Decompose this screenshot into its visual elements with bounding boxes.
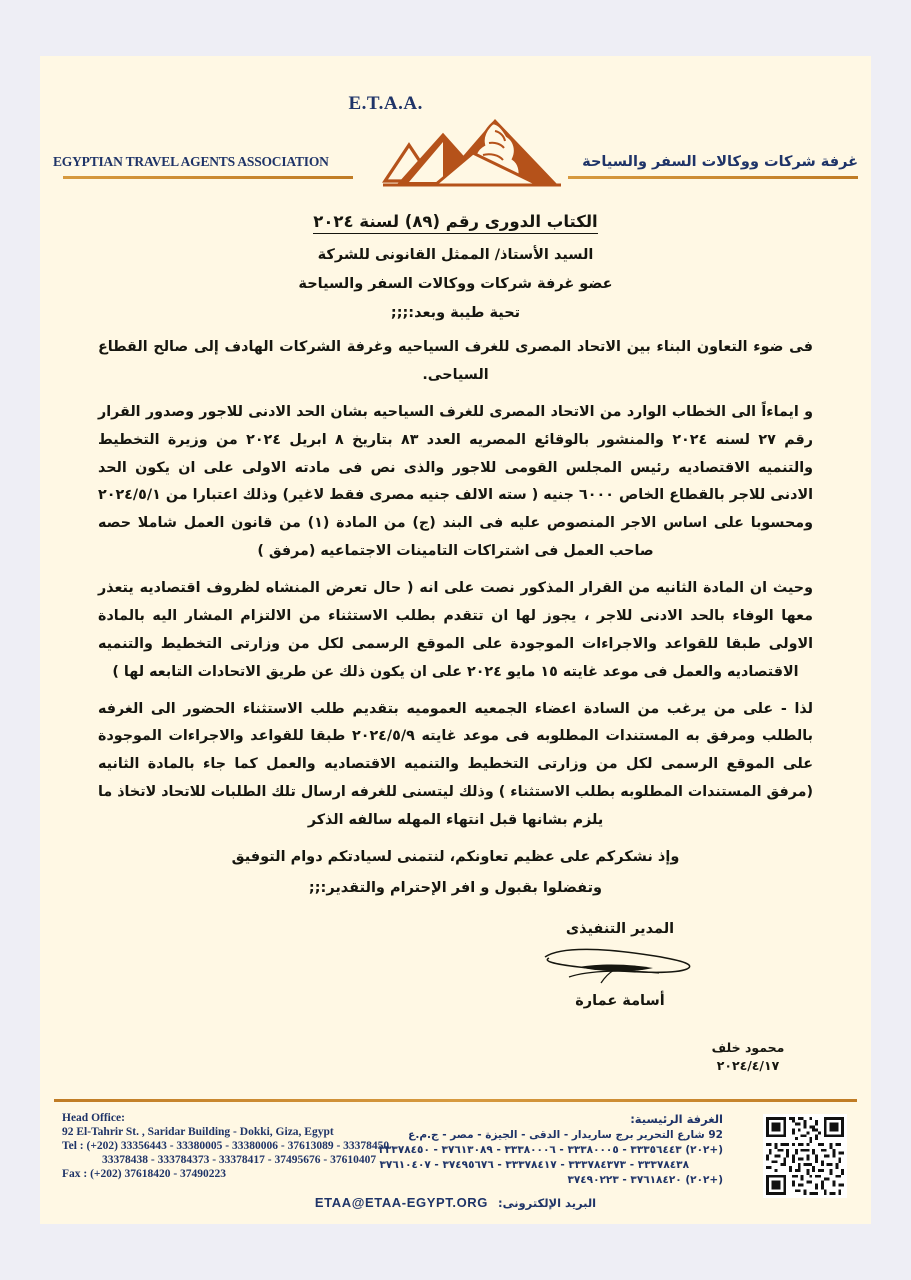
etaa-logo bbox=[331, 92, 581, 188]
footer-divider bbox=[54, 1099, 857, 1102]
association-name-english: EGYPTIAN TRAVEL AGENTS ASSOCIATION bbox=[53, 154, 329, 169]
signature-title: المدير التنفيذى bbox=[565, 920, 675, 937]
footer-email-address[interactable]: ETAA@ETAA-EGYPT.ORG bbox=[314, 1194, 488, 1210]
body-paragraph-4: لذا - على من يرغب من السادة اعضاء الجمعيه العموميه بتقديم طلب الاستثناء الحضور الى الغرفه بالطلب ومرفق به المستندات المطلوبه فى موعد غايته ٢٠٢٤/٥/٩ طبقا للقواعد والاجراءات الموجودة على الموقع الرسمى لكل من وزارتى التخطيط والتنميه الاقتصاديه والعمل كما جاء بالمادة الثانيه (مرفق المستندات المطلوبه بطلب الاستثناء ) وذلك ليتسنى للغرفه ارسال تلك الطلبات للاتحاد لاتخاذ ما يلزم بشانها قبل انتهاء المهله سالفه الذكر bbox=[98, 700, 813, 828]
footer-head-office-label: Head Office: bbox=[62, 1111, 125, 1124]
document-body bbox=[40, 188, 871, 1009]
document-page bbox=[40, 56, 871, 1224]
body-paragraph-2: و ايماءاً الى الخطاب الوارد من الاتحاد المصرى للغرف السياحيه بشان الحد الادنى للاجور وصدور القرار رقم ٢٧ لسنه ٢٠٢٤ والمنشور بالوقائع المصريه العدد ٨٣ بتاريخ ٨ ابريل ٢٠٢٤ من وزيرة التخطيط والتنميه الاقتصاديه رئيس المجلس القومى للاجور والذى نص فى مادته الاولى على ان يكون الحد الادنى للاجر بالقطاع الخاص ٦٠٠٠ جنيه ( سته الالف جنيه مصرى فقط لاغير) وذلك اعتبارا من ٢٠٢٤/٥/١ ومحسوبا على اساس الاجر المنصوص عليه فى البند (ج) من المادة (١) من قانون العمل شاملا حصه صاحب العمل فى اشتراكات التامينات الاجتماعيه (مرفق ) bbox=[98, 403, 813, 560]
footer-fax-english: Fax : (+202) 37618420 - 37490223 bbox=[62, 1167, 227, 1180]
closing-line-1: وإذ نشكركم على عظيم تعاونكم، لنتمنى لسيادتكم دوام التوفيق bbox=[231, 848, 680, 865]
etaa-acronym-text: E.T.A.A. bbox=[348, 93, 423, 114]
footer-english-contact bbox=[62, 1112, 389, 1182]
header-right-rule bbox=[568, 176, 858, 179]
footer-head-office-label-arabic: الغرفة الرئيسية: bbox=[630, 1111, 723, 1126]
review-note-name: محمود خلف bbox=[711, 1040, 785, 1055]
pyramids-sphinx-icon bbox=[343, 109, 575, 189]
handwritten-signature-icon bbox=[535, 939, 705, 991]
footer-tel-english-1: Tel : (+202) 33356443 - 33380005 - 33380006 - 37613089 - 33378450 bbox=[62, 1139, 390, 1152]
greeting-line: تحية طيبة وبعد:;;; bbox=[390, 305, 521, 321]
body-paragraph-3: وحيث ان المادة الثانيه من القرار المذكور نصت على انه ( حال تعرض المنشاه لظروف اقتصاديه يتعذر معها الوفاء بالحد الادنى للاجر ، يجوز لها ان تتقدم بطلب الاستثناء من الالتزام المشار اليه بالمادة الاولى طبقا للقواعد والاجراءات الموجودة على الموقع الرسمى لكل من وزارتى التخطيط والتنميه الاقتصاديه والعمل فى موعد غايته ١٥ مايو ٢٠٢٤ على ان يكون ذلك عن طريق الاتحادات التابعه لها ) bbox=[98, 580, 813, 680]
footer-arabic-contact bbox=[379, 1112, 723, 1189]
header-right-block bbox=[558, 154, 858, 179]
header-left-rule bbox=[63, 176, 353, 179]
footer-address-arabic: 92 شارع التحرير برج ساريدار - الدقى - الجيزة - مصر - ج.م.ع bbox=[408, 1128, 723, 1141]
closing-line-2: وتفضلوا بقبول و افر الإحترام والتقدير:;; bbox=[308, 880, 603, 897]
review-note bbox=[673, 1040, 823, 1076]
recipient-line-2: عضو غرفة شركات ووكالات السفر والسياحة bbox=[298, 276, 613, 292]
footer-fax-arabic: (+٢٠٢) ٣٧٦١٨٤٢٠ - ٣٧٤٩٠٢٢٣ bbox=[567, 1173, 723, 1186]
footer-tel-arabic-2: ٣٣٣٧٨٤٣٨ - ٣٣٣٧٨٤٣٧٣ - ٣٣٣٧٨٤١٧ - ٣٧٤٩٥٦٧٦ - ٣٧٦١٠٤٠٧ bbox=[379, 1158, 689, 1171]
qr-code-icon bbox=[763, 1114, 847, 1198]
header-left-block bbox=[53, 154, 353, 179]
document-title bbox=[98, 212, 813, 231]
recipient-line-1: السيد الأستاذ/ الممثل القانونى للشركة bbox=[317, 247, 594, 263]
footer-email-label: البريد الإلكترونى: bbox=[497, 1195, 597, 1210]
document-header bbox=[40, 56, 871, 188]
footer-tel-english-2: 33378438 - 333784373 - 33378417 - 37495676 - 37610407 bbox=[102, 1153, 377, 1166]
footer-tel-arabic-1: (+٢٠٢) ٣٣٣٥٦٤٤٣ - ٣٣٣٨٠٠٠٥ - ٣٣٣٨٠٠٠٦ - ٣٧٦١٣٠٨٩ - ٣٣٣٧٨٤٥٠ bbox=[378, 1143, 723, 1156]
review-note-date: ٢٠٢٤/٤/١٧ bbox=[716, 1058, 780, 1073]
document-title-text: الكتاب الدورى رقم (٨٩) لسنة ٢٠٢٤ bbox=[313, 212, 597, 234]
footer-address-english: 92 El-Tahrir St. , Saridar Building - Dokki, Giza, Egypt bbox=[62, 1125, 334, 1138]
footer-columns bbox=[40, 1110, 871, 1218]
signature-name: أسامة عمارة bbox=[575, 992, 665, 1009]
association-name-arabic: غرفة شركات ووكالات السفر والسياحة bbox=[582, 154, 858, 170]
qr-code[interactable] bbox=[763, 1114, 847, 1198]
footer-email-row bbox=[40, 1194, 871, 1212]
body-paragraph-1: فى ضوء التعاون البناء بين الاتحاد المصرى للغرف السياحيه وغرفة الشركات الهادف إلى صالح القطاع السياحى. bbox=[98, 339, 813, 383]
document-footer bbox=[40, 1099, 871, 1224]
signature-block bbox=[505, 921, 813, 1009]
